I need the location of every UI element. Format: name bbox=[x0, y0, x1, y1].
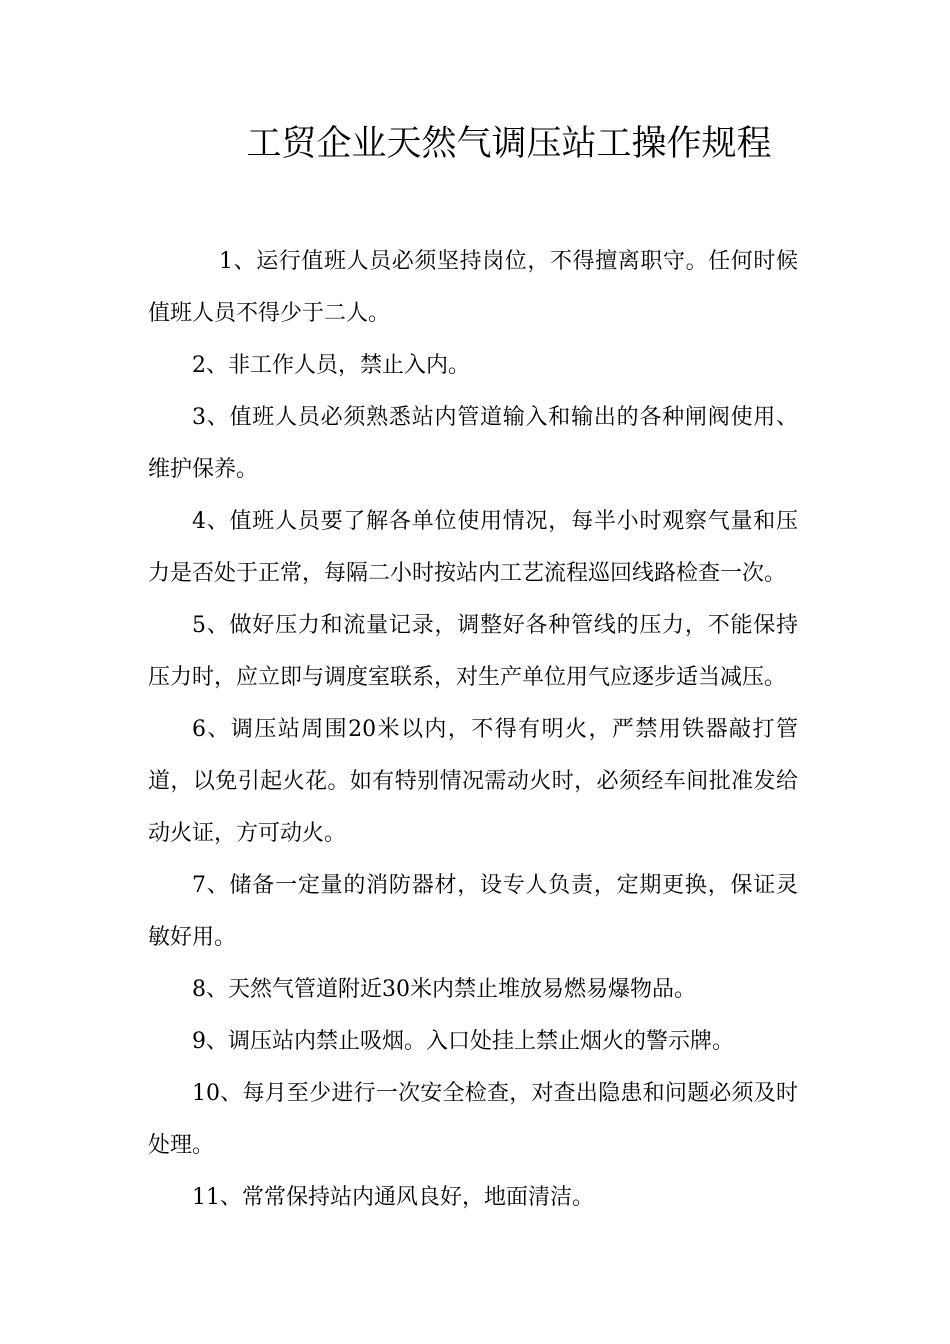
rule-paragraph-3: 3、值班人员必须熟悉站内管道输入和输出的各种闸阀使用、维护保养。 bbox=[148, 405, 798, 482]
rule-paragraph-10: 10、每月至少进行一次安全检查，对查出隐患和问题必须及时处理。 bbox=[148, 1081, 798, 1158]
rule-paragraph-11: 11、常常保持站内通风良好，地面清洁。 bbox=[192, 1185, 594, 1210]
rule-paragraph-7: 7、储备一定量的消防器材，设专人负责，定期更换，保证灵敏好用。 bbox=[148, 873, 798, 950]
rule-paragraph-1: 1、运行值班人员必须坚持岗位，不得擅离职守。任何时候值班人员不得少于二人。 bbox=[148, 249, 798, 326]
rule-paragraph-6: 6、调压站周围20米以内，不得有明火，严禁用铁器敲打管道，以免引起火花。如有特别情况需动火时，必须经车间批准发给动火证，方可动火。 bbox=[148, 717, 798, 846]
rule-paragraph-4: 4、值班人员要了解各单位使用情况，每半小时观察气量和压力是否处于正常，每隔二小时按站内工艺流程巡回线路检查一次。 bbox=[148, 509, 798, 586]
rule-paragraph-2: 2、非工作人员，禁止入内。 bbox=[192, 353, 470, 378]
rule-paragraph-5: 5、做好压力和流量记录，调整好各种管线的压力，不能保持压力时，应立即与调度室联系，对生产单位用气应逐步适当减压。 bbox=[148, 613, 798, 690]
document-title: 工贸企业天然气调压站工操作规程 bbox=[246, 124, 772, 164]
document-body bbox=[148, 236, 798, 1224]
rule-paragraph-8: 8、天然气管道附近30米内禁止堆放易燃易爆物品。 bbox=[192, 977, 696, 1002]
rule-paragraph-9: 9、调压站内禁止吸烟。入口处挂上禁止烟火的警示牌。 bbox=[192, 1029, 734, 1054]
